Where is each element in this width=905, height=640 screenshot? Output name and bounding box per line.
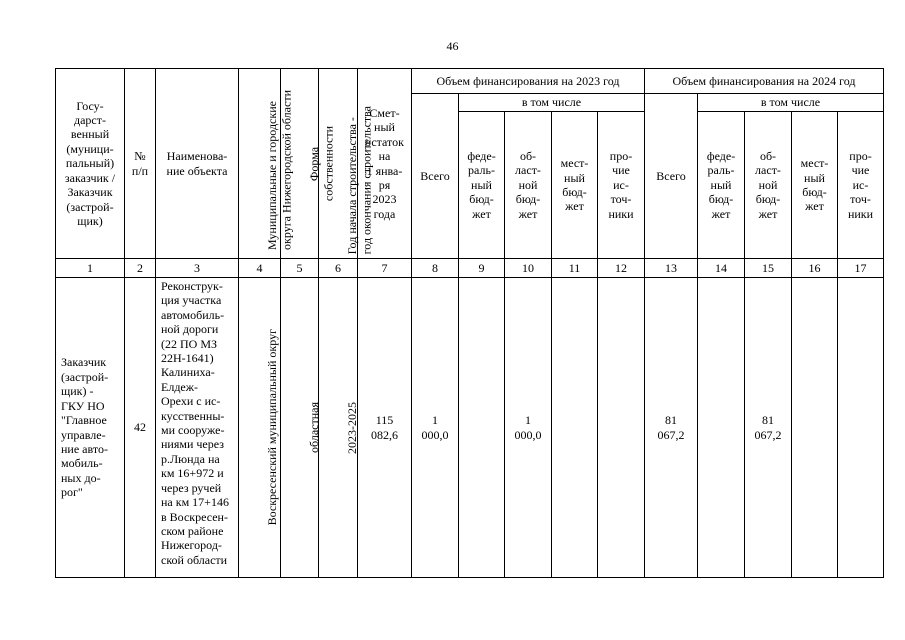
page-number: 46	[446, 39, 459, 53]
header-funding-2024-regional: об- ласт- ной бюд- жет	[745, 112, 792, 259]
column-number: 1	[56, 259, 125, 278]
header-municipal-districts-cell	[239, 69, 294, 259]
row-funding-2024-regional: 81 067,2	[745, 278, 792, 578]
column-number: 10	[505, 259, 552, 278]
column-number: 12	[598, 259, 645, 278]
header-ownership-form: Форма собственности	[307, 125, 336, 202]
column-number: 17	[838, 259, 884, 278]
column-number: 11	[552, 259, 598, 278]
row-number: 42	[125, 278, 156, 578]
header-row-1	[56, 69, 884, 94]
row-municipal-district: Воскресенский муниципальный округ	[265, 329, 279, 526]
header-estimated-balance: Смет- ный остаток на 1 янва- ря 2023 года	[358, 69, 412, 259]
row-ownership-form-cell	[281, 278, 319, 578]
column-number: 4	[239, 259, 281, 278]
row-funding-2023-other	[598, 278, 645, 578]
column-number: 16	[792, 259, 838, 278]
column-number: 8	[412, 259, 459, 278]
header-number: № п/п	[125, 69, 156, 259]
header-funding-2023-including: в том числе	[459, 94, 645, 112]
header-funding-2024-title: Объем финансирования на 2024 год	[645, 69, 884, 94]
row-ownership-form: областная	[307, 402, 321, 453]
column-number: 6	[319, 259, 358, 278]
row-funding-2024-other	[838, 278, 884, 578]
row-object-name: Реконструк- ция участка автомобиль- ной дороги (22 ПО МЗ 22Н-1641) Калиниха- Елдеж- Орехи с ис- кусственны- ми сооруже- ниями через р.Люнда на км 16+972 и через ручей на км 17+146 в Воскресен- ском районе Нижегород- ской области	[156, 278, 239, 578]
row-municipal-district-cell	[239, 278, 281, 578]
row-estimated-balance: 115 082,6	[358, 278, 412, 578]
header-funding-2023-total: Всего	[412, 94, 459, 259]
header-funding-2024-other: про- чие ис- точ- ники	[838, 112, 884, 259]
column-number: 5	[281, 259, 319, 278]
row-funding-2024-total: 81 067,2	[645, 278, 698, 578]
column-numbers-row	[56, 259, 884, 278]
header-funding-2024-including: в том числе	[698, 94, 884, 112]
table-row	[56, 278, 884, 578]
header-customer: Госу- дарст- венный (муници- пальный) заказчик / Заказчик (застрой- щик)	[56, 69, 125, 259]
column-number: 7	[358, 259, 412, 278]
column-number: 14	[698, 259, 745, 278]
header-object-name: Наименова- ние объекта	[156, 69, 239, 259]
header-funding-2023-local: мест- ный бюд- жет	[552, 112, 598, 259]
row-funding-2023-regional: 1 000,0	[505, 278, 552, 578]
header-funding-2024-total: Всего	[645, 94, 698, 259]
header-municipal-districts: Муниципальные и городские округа Нижегородской области	[265, 90, 294, 250]
construction-funding-table	[55, 68, 884, 578]
header-funding-2023-federal: феде- раль- ный бюд- жет	[459, 112, 505, 259]
column-number: 2	[125, 259, 156, 278]
column-number: 15	[745, 259, 792, 278]
row-funding-2023-local	[552, 278, 598, 578]
row-customer: Заказчик (застрой- щик) - ГКУ НО "Главное управле- ние авто- мобиль- ных до- рог"	[56, 278, 125, 578]
header-construction-years: Год начала строительства - год окончания строительства	[345, 105, 374, 254]
header-funding-2024-local: мест- ный бюд- жет	[792, 112, 838, 259]
row-funding-2023-federal	[459, 278, 505, 578]
column-number: 13	[645, 259, 698, 278]
column-number: 3	[156, 259, 239, 278]
header-funding-2023-title: Объем финансирования на 2023 год	[412, 69, 645, 94]
header-funding-2023-regional: об- ласт- ной бюд- жет	[505, 112, 552, 259]
header-funding-2023-other: про- чие ис- точ- ники	[598, 112, 645, 259]
header-funding-2024-federal: феде- раль- ный бюд- жет	[698, 112, 745, 259]
column-number: 9	[459, 259, 505, 278]
row-funding-2024-federal	[698, 278, 745, 578]
row-funding-2024-local	[792, 278, 838, 578]
row-funding-2023-total: 1 000,0	[412, 278, 459, 578]
row-construction-years-cell	[319, 278, 358, 578]
row-construction-years: 2023-2025	[345, 401, 359, 454]
